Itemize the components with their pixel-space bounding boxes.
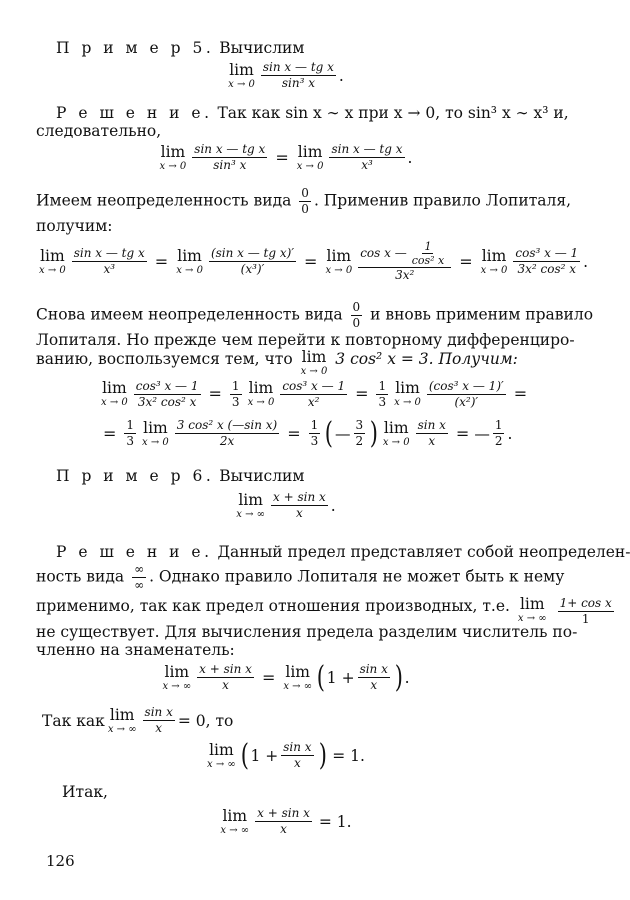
formula-ex5-limit: lim x → 0 $\frac{\text{sin x — tg x}}{\text{sin³ x}}$ . [228,60,344,90]
ex5-obtain: получим: [36,217,113,235]
ex6-solution-line5: членно на знаменатель: [36,641,235,659]
formula-ex5-equivalence: lim x → 0 $\frac{\text{sin x — tg x}}{\text{sin³ x}}$ = lim x → 0 $\frac{\text{sin x — tg x}}{\text{x³}}$ . [159,142,413,172]
formula-ex6-limit: lim x → ∞ $\frac{\text{x + sin x}}{x}$ . [236,490,336,520]
example-6-heading: П р и м е р 6. Вычислим [56,467,305,485]
ex6-solution-line4: не существует. Для вычисления предела разделим числитель по- [36,623,578,641]
ex6-solution-line3: применимо, так как предел отношения производных, т.е. lim x → ∞ $\frac{\text{1+ cos x}}{1}$ [36,595,612,626]
formula-ex6-final: lim x → ∞ $\frac{\text{x + sin x}}{x}$ = 1. [220,806,352,836]
formula-ex5-second-lopital-1: lim x → 0 $\frac{\text{cos³ x — 1}}{\text{3x² cos² x}}$ = $\frac{1}{3}$ lim x → 0 $\frac{\text{cos³ x — 1}}{\text{x²}}$ = $\frac{1}{3}$ lim x → 0 $\frac{\text{(cos³ x — 1)′}}{\text{(x²)′}}$ = [101,378,528,409]
formula-ex5-lopital-chain: lim x → 0 $\frac{\text{sin x — tg x}}{\text{x³}}$ = lim x → 0 $\frac{\text{(sin x — tg x)′}}{\text{(x³)′}}$ = lim x → 0 cos x — $\frac{1}{\text{cos² x}}$ 3x² = lim x → 0 $\frac{\text{cos³ x — 1}}{\text{3x² cos² x}}$ . [39,240,589,282]
ex5-indeterminacy-line: Имеем неопределенность вида $\frac{0}{0}$ . Применив правило Лопиталя, [36,186,572,216]
ex6-solution-line2: ность вида $\frac{\infty}{\infty}$ . Однако правило Лопиталя не может быть к нему [36,562,565,592]
ex6-solution-line1: Р е ш е н и е. Данный предел представляет собой неопределен- [56,543,630,561]
example-5-heading: П р и м е р 5. Вычислим [56,39,305,57]
ex6-tak-kak-line: Так как lim x → ∞ $\frac{\text{sin x}}{x}$ = 0, то [42,705,234,735]
formula-ex6-split: lim x → ∞ $\frac{\text{x + sin x}}{x}$ = lim x → ∞ ( 1 + $\frac{\text{sin x}}{x}$ ) . [162,659,410,695]
formula-ex6-one-plus: lim x → ∞ ( 1 + $\frac{\text{sin x}}{x}$ ) = 1. [207,737,365,773]
ex5-solution-line1: Р е ш е н и е. Так как sin x ∼ x при x → 0, то sin³ x ∼ x³ и, [56,104,569,122]
ex5-lopital-line: Лопиталя. Но прежде чем перейти к повторному дифференциро- [36,331,575,349]
ex5-solution-line2: следовательно, [36,122,162,140]
ex6-itak: Итак, [62,783,108,801]
formula-ex5-second-lopital-2: = $\frac{1}{3}$ lim x → 0 $\frac{\text{3 cos² x (—sin x)}}{2x}$ = $\frac{1}{3}$ ( — $\frac{3}{2}$ ) lim x → 0 $\frac{\text{sin x}}{x}$ = — $\frac{1}{2}$ . [103,415,513,451]
page-number: 126 [46,852,75,870]
ex5-again-line: Снова имеем неопределенность вида $\frac{0}{0}$ и вновь применим правило [36,300,594,330]
ex5-use-line: ванию, воспользуемся тем, что lim x → 0 3 cos² x = 3. Получим: [36,348,518,377]
